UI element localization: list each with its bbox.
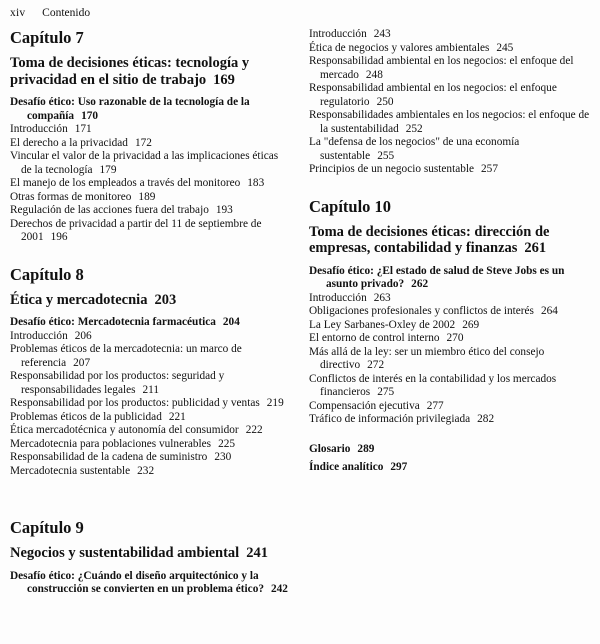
toc-entry [309, 292, 590, 306]
entry-text: Principios de un negocio sustentable [309, 163, 475, 175]
entry-text: Vincular el valor de la privacidad a las implicaciones éticas de la tecnología [10, 150, 279, 176]
entry-page-number: 211 [142, 383, 160, 396]
entry-page-number: 262 [411, 278, 429, 290]
entry-text: Mercadotecnia para poblaciones vulnerables [10, 437, 212, 450]
entry-text: Obligaciones profesionales y conflictos de interés [309, 305, 534, 317]
entry-text: Derechos de privacidad a partir del 11 de septiembre de 2001 [10, 217, 262, 243]
entry-text: Tráfico de información privilegiada [309, 413, 471, 425]
toc-entry [10, 330, 291, 344]
entry-page-number: 221 [168, 410, 186, 423]
toc-entry-bold [10, 570, 291, 597]
chapter-page-number: 261 [524, 240, 547, 256]
entry-page-number: 219 [266, 397, 284, 409]
toc-entry [10, 218, 291, 245]
entry-page-number: 264 [540, 305, 558, 317]
chapter-title-text: Ética y mercadotecnia [10, 291, 148, 308]
entry-text: Responsabilidades ambientales en los negocios: el enfoque de la sustentabilidad [309, 109, 590, 135]
entry-page-number: 242 [271, 583, 288, 595]
entry-text: La "defensa de los negocios" de una economía sustentable [309, 136, 520, 162]
entry-text: Desafío ético: Uso razonable de la tecnología de la compañía [10, 96, 250, 122]
entry-page-number: 272 [367, 359, 385, 371]
entry-text: Introducción [309, 291, 367, 304]
chapter-label: Capítulo 7 [10, 28, 84, 47]
entry-page-number: 170 [81, 109, 99, 122]
entry-page-number: 172 [134, 136, 152, 149]
entry-page-number: 255 [377, 149, 395, 162]
entry-page-number: 204 [222, 316, 240, 328]
entry-text: Ética mercadotécnica y autonomía del consumidor [10, 424, 239, 436]
toc-entry [10, 137, 291, 151]
entry-text: Desafío ético: ¿El estado de salud de Steve Jobs es un asunto privado? [309, 264, 565, 290]
folio-page-number: xiv [10, 7, 26, 19]
toc-entry [10, 465, 291, 479]
toc-entry [309, 332, 590, 346]
running-head: Contenido [42, 7, 91, 19]
toc-entry [309, 82, 590, 109]
entry-page-number: 171 [74, 123, 92, 135]
entry-text: Más allá de la ley: ser un miembro ético del consejo directivo [309, 345, 545, 371]
chapter-title [309, 224, 590, 257]
toc-entry-bold [10, 316, 291, 330]
entry-text: Índice analítico [309, 461, 384, 473]
entry-text: El derecho a la privacidad [10, 136, 128, 149]
toc-section [309, 443, 590, 475]
entry-text: Introducción [10, 123, 68, 135]
entry-text: Conflictos de interés en la contabilidad y los mercados financieros [309, 372, 557, 398]
toc-entry [10, 343, 291, 370]
chapter-title-text: Negocios y sustentabilidad ambiental [10, 545, 240, 561]
entry-text: Compensación ejecutiva [309, 399, 420, 412]
toc-entry [10, 370, 291, 397]
chapter-title-text: Toma de decisiones éticas: tecnología y privacidad en el sitio de trabajo [10, 55, 250, 88]
entry-page-number: 243 [373, 28, 391, 40]
entry-page-number: 289 [357, 442, 375, 455]
entry-text: Glosario [309, 442, 351, 455]
entry-page-number: 248 [365, 68, 383, 81]
toc-section [10, 28, 291, 245]
entry-page-number: 277 [426, 399, 444, 412]
toc-entry [309, 136, 590, 163]
chapter-label: Capítulo 9 [10, 518, 84, 537]
toc-entry [309, 400, 590, 414]
entry-page-number: 245 [496, 41, 514, 54]
chapter-label: Capítulo 10 [309, 196, 392, 216]
toc-entry [10, 204, 291, 218]
entry-page-number: 225 [218, 437, 236, 450]
toc-entry-bold [309, 265, 590, 292]
entry-text: Responsabilidad ambiental en los negocios: el enfoque regulatorio [309, 82, 557, 108]
entry-text: Otras formas de monitoreo [10, 190, 132, 203]
toc-entry [309, 42, 590, 56]
entry-text: El manejo de los empleados a través del monitoreo [10, 177, 241, 189]
entry-page-number: 183 [247, 177, 265, 189]
chapter-label: Capítulo 8 [10, 264, 84, 284]
entry-page-number: 297 [390, 461, 408, 473]
entry-page-number: 275 [377, 386, 395, 398]
entry-page-number: 206 [74, 329, 92, 342]
toc-section [10, 265, 291, 479]
toc-entry [10, 451, 291, 465]
toc-entry [10, 123, 291, 137]
chapter-page-number: 241 [246, 545, 268, 561]
toc-columns [10, 28, 590, 597]
entry-text: Mercadotecnia sustentable [10, 464, 131, 477]
toc-entry [10, 424, 291, 438]
entry-page-number: 222 [245, 424, 263, 436]
entry-page-number: 189 [138, 190, 156, 203]
entry-page-number: 207 [73, 356, 91, 369]
entry-page-number: 269 [462, 318, 480, 331]
entry-page-number: 257 [481, 163, 498, 175]
entry-text: Problemas éticos de la publicidad [10, 410, 162, 423]
toc-entry [309, 28, 590, 42]
toc-entry [309, 305, 590, 319]
entry-page-number: 230 [214, 451, 232, 463]
toc-entry-bold [309, 443, 590, 457]
entry-page-number: 250 [376, 95, 394, 108]
toc-entry-bold [309, 461, 590, 475]
entry-text: El entorno de control interno [309, 332, 440, 344]
chapter-title [10, 292, 291, 309]
entry-text: Responsabilidad por los productos: seguridad y responsabilidades legales [10, 370, 225, 396]
toc-entry [10, 177, 291, 191]
chapter-title [10, 545, 291, 562]
entry-page-number: 263 [373, 291, 391, 304]
entry-text: Responsabilidad por los productos: publicidad y ventas [10, 397, 260, 409]
entry-page-number: 282 [477, 413, 495, 425]
toc-entry [309, 55, 590, 82]
toc-entry [309, 373, 590, 400]
entry-text: Introducción [309, 28, 367, 40]
toc-entry [10, 397, 291, 411]
page-header [10, 6, 590, 20]
entry-page-number: 196 [50, 231, 68, 243]
chapter-title [10, 55, 291, 88]
chapter-page-number: 203 [154, 291, 177, 308]
toc-entry [309, 413, 590, 427]
toc-entry [10, 438, 291, 452]
entry-page-number: 193 [215, 204, 233, 216]
toc-entry [309, 346, 590, 373]
entry-page-number: 179 [99, 163, 117, 176]
toc-column-left [10, 28, 291, 597]
toc-entry [10, 191, 291, 205]
toc-entry [309, 163, 590, 177]
entry-page-number: 252 [405, 122, 423, 135]
entry-page-number: 270 [446, 332, 464, 344]
entry-text: Ética de negocios y valores ambientales [309, 41, 490, 54]
toc-entry [309, 109, 590, 136]
toc-entry [10, 411, 291, 425]
entry-text: Responsabilidad ambiental en los negocios: el enfoque del mercado [309, 55, 574, 81]
chapter-title-text: Toma de decisiones éticas: dirección de empresas, contabilidad y finanzas [309, 223, 550, 256]
chapter-page-number: 169 [213, 71, 235, 88]
entry-text: La Ley Sarbanes-Oxley de 2002 [309, 318, 456, 331]
entry-text: Problemas éticos de la mercadotecnia: un marco de referencia [10, 343, 242, 369]
toc-section [10, 518, 291, 597]
entry-text: Desafío ético: ¿Cuándo el diseño arquitectónico y la construcción se convierten en un problema ético? [10, 569, 264, 595]
toc-section [309, 28, 590, 177]
entry-text: Responsabilidad de la cadena de suministro [10, 451, 208, 463]
toc-entry [10, 150, 291, 177]
entry-text: Introducción [10, 329, 68, 342]
toc-section [309, 197, 590, 427]
entry-page-number: 232 [137, 464, 155, 477]
entry-text: Regulación de las acciones fuera del trabajo [10, 204, 209, 216]
entry-text: Desafío ético: Mercadotecnia farmacéutica [10, 316, 216, 328]
toc-entry-bold [10, 96, 291, 123]
toc-entry [309, 319, 590, 333]
toc-column-right [309, 28, 590, 475]
